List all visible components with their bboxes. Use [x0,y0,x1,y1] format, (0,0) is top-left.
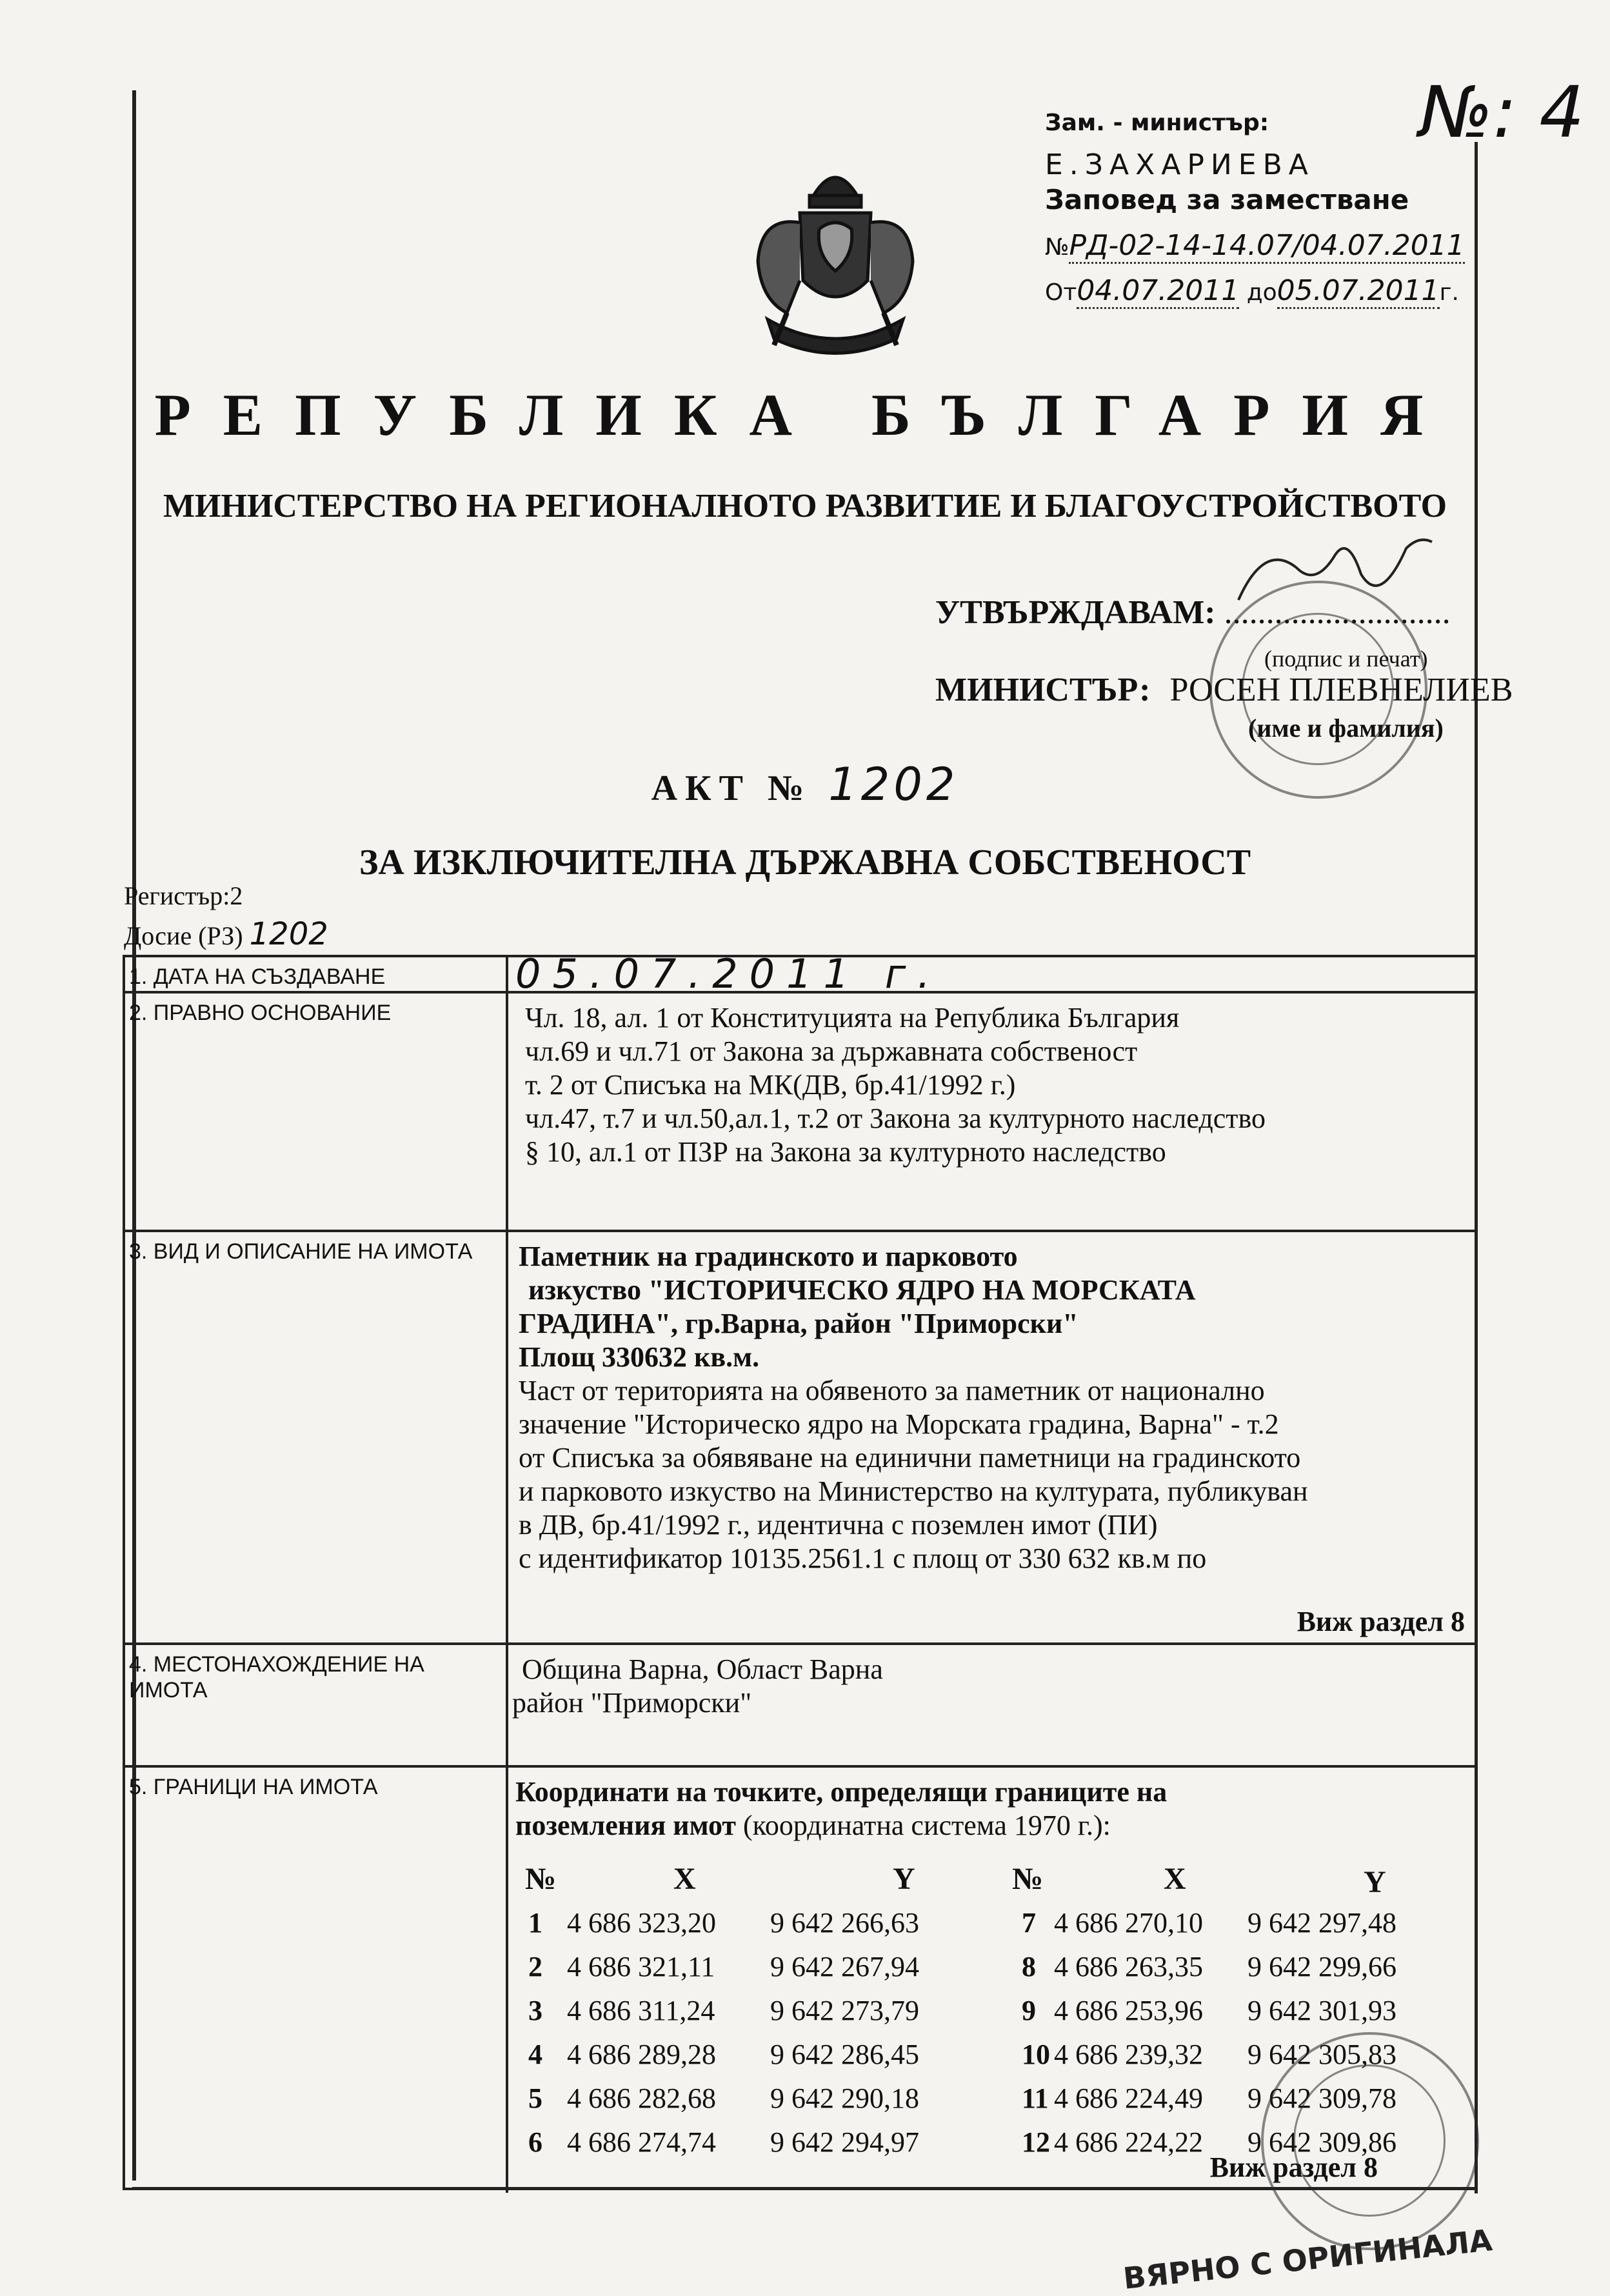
approve-label: УТВЪРЖДАВАМ: [935,594,1216,631]
legal-basis-line: § 10, ал.1 от ПЗР на Закона за културното наследство [525,1136,1166,1168]
point-x: 4 686 253,96 [1054,1995,1203,2026]
point-number: 1 [528,1907,542,1939]
description-line: и парковото изкуство на Министерство на културата, публикуван [519,1475,1308,1507]
act-heading [0,758,1610,811]
table-row-legal-basis [125,993,1475,1232]
location-line: район "Приморски" [512,1687,752,1719]
point-x: 4 686 289,28 [567,2039,716,2070]
point-number: 5 [528,2082,542,2114]
point-x: 4 686 239,32 [1054,2039,1203,2070]
point-number: 2 [528,1951,542,1982]
boundaries-heading-line2 [515,1809,1462,1842]
to-label: до [1246,279,1277,306]
column-header-y: Y [893,1862,915,1896]
point-y: 9 642 290,18 [770,2082,919,2114]
point-number: 11 [1022,2082,1049,2114]
sheet-number: №: 4 [1419,71,1585,154]
row-label: 4. МЕСТОНАХОЖДЕНИЕ НА ИМОТА [129,1652,424,1702]
signature-caption: (подпис и печат) [1264,646,1428,672]
description-bold-line: Паметник на градинското и парковото [519,1241,1018,1272]
point-x: 4 686 224,22 [1054,2126,1203,2158]
act-label: АКТ № [651,768,812,808]
legal-basis-line: т. 2 от Списъка на МК(ДВ, бр.41/1992 г.) [525,1069,1016,1101]
point-x: 4 686 263,35 [1054,1951,1203,1982]
point-x: 4 686 282,68 [567,2082,716,2114]
row-label: 3. ВИД И ОПИСАНИЕ НА ИМОТА [129,1239,473,1264]
point-number: 10 [1022,2039,1050,2070]
minister-label: МИНИСТЪР: [935,672,1151,708]
legal-basis-line: чл.69 и чл.71 от Закона за държавната собственост [525,1035,1138,1067]
boundaries-heading-normal: (координатна система 1970 г.): [736,1810,1111,1841]
republic-heading: РЕПУБЛИКА БЪЛГАРИЯ [154,382,1456,448]
row-label: 2. ПРАВНО ОСНОВАНИЕ [129,1001,392,1025]
location-text [512,1653,1462,1720]
point-number: 3 [528,1995,542,2026]
description-text [519,1240,1462,1575]
boundaries-heading-line: Координати на точките, определящи границите на [515,1776,1168,1808]
point-number: 6 [528,2126,542,2158]
year-suffix: г. [1439,279,1459,306]
column-header-no: № [525,1862,557,1896]
point-y: 9 642 309,86 [1247,2126,1396,2158]
minister-name: РОСЕН ПЛЕВНЕЛИЕВ [1169,672,1513,708]
point-x: 4 686 270,10 [1054,1907,1203,1939]
description-bold-line: Площ 330632 кв.м. [519,1341,760,1373]
order-number-prefix: № [1045,234,1069,261]
certification-stamp-inner-icon [1293,2064,1446,2217]
point-y: 9 642 273,79 [770,1995,919,2026]
certified-copy-stamp: ВЯРНО С ОРИГИНАЛА [1121,2222,1494,2296]
table-row-description [125,1232,1475,1645]
register: Регистър:2 [124,881,243,910]
description-line: Част от територията на обявеното за паметник от национално [519,1375,1265,1406]
order-number-line [1045,229,1465,262]
point-y: 9 642 299,66 [1247,1951,1396,1982]
column-header-x: X [673,1862,696,1896]
dossier-label: Досие (РЗ) [124,921,243,950]
point-y: 9 642 267,94 [770,1951,919,1982]
point-number: 8 [1022,1951,1036,1982]
order-label: Заповед за заместване [1045,184,1409,215]
point-y: 9 642 305,83 [1247,2039,1396,2070]
description-bold-line: изкуство "ИСТОРИЧЕСКО ЯДРО НА МОРСКАТА [528,1274,1196,1306]
dossier-line [124,916,328,952]
point-y: 9 642 301,93 [1247,1995,1396,2026]
column-header-no: № [1012,1862,1044,1896]
point-y: 9 642 294,97 [770,2126,919,2158]
deputy-name: Е.ЗАХАРИЕВА [1045,148,1315,181]
legal-basis-line: Чл. 18, ал. 1 от Конституцията на Република България [525,1002,1180,1033]
deputy-label: Зам. - министър: [1045,110,1269,136]
point-number: 12 [1022,2126,1050,2158]
ministry-heading: МИНИСТЕРСТВО НА РЕГИОНАЛНОТО РАЗВИТИЕ И БЛАГОУСТРОЙСТВОТО [163,488,1447,524]
location-line: Община Варна, Област Варна [522,1653,883,1685]
act-subtitle: ЗА ИЗКЛЮЧИТЕЛНА ДЪРЖАВНА СОБСТВЕНОСТ [359,843,1251,883]
point-x: 4 686 224,49 [1054,2082,1203,2114]
to-date: 05.07.2011 [1277,274,1440,309]
order-number: РД-02-14-14.07/04.07.2011 [1069,229,1464,264]
description-line: с идентификатор 10135.2561.1 с площ от 330 632 кв.м по [519,1542,1207,1574]
point-y: 9 642 286,45 [770,2039,919,2070]
point-x: 4 686 274,74 [567,2126,716,2158]
coat-of-arms-icon [742,152,929,371]
column-header-x: X [1164,1862,1186,1896]
description-line: в ДВ, бр.41/1992 г., идентична с поземлен имот (ПИ) [519,1509,1158,1541]
approve-dots: ........................... [1224,594,1451,631]
description-line: от Списъка за обявяване на единични паметници на градинското [519,1442,1301,1473]
boundaries-heading-bold: поземления имот [515,1810,737,1841]
description-line: значение "Историческо ядро на Морската градина, Варна" - т.2 [519,1408,1279,1440]
see-section-link: Виж раздел 8 [1297,1606,1465,1637]
legal-basis-line: чл.47, т.7 и чл.50,ал.1, т.2 от Закона за културното наследство [525,1103,1266,1134]
point-number: 7 [1022,1907,1036,1939]
dossier-number: 1202 [249,916,328,952]
see-section-link-2: Виж раздел 8 [1209,2151,1378,2183]
column-header-y: Y [1364,1865,1386,1899]
point-y: 9 642 309,78 [1247,2082,1396,2114]
property-table [123,950,1477,2190]
point-number: 4 [528,2039,542,2070]
ministry-stamp-inner-icon [1242,613,1394,765]
act-number: 1202 [828,758,959,811]
from-label: От [1045,279,1077,306]
name-caption: (име и фамилия) [1248,714,1444,743]
table-row-location [125,1645,1475,1768]
point-number: 9 [1022,1995,1036,2026]
description-bold-line: ГРАДИНА", гр.Варна, район "Приморски" [519,1308,1078,1339]
point-x: 4 686 311,24 [567,1995,715,2026]
row-label: 1. ДАТА НА СЪЗДАВАНЕ [129,964,386,989]
order-dates-line [1045,274,1459,307]
point-y: 9 642 297,48 [1247,1907,1396,1939]
boundaries-heading [515,1775,1462,1842]
point-y: 9 642 266,63 [770,1907,919,1939]
point-x: 4 686 323,20 [567,1907,716,1939]
point-x: 4 686 321,11 [567,1951,715,1982]
from-date: 04.07.2011 [1077,274,1239,309]
row-label: 5. ГРАНИЦИ НА ИМОТА [129,1775,378,1799]
legal-basis-text [525,1001,1462,1169]
creation-date: 05.07.2011 г. [515,950,942,997]
table-row-date [125,950,1475,997]
